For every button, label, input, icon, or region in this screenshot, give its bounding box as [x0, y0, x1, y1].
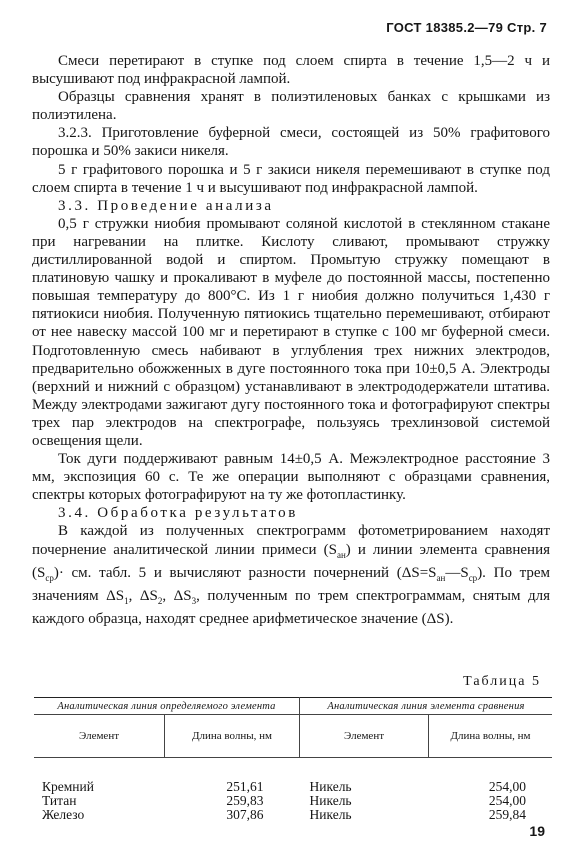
paragraph: 5 г графитового порошка и 5 г закиси никеля перемешивают в ступке под слоем спирта в течение 1 ч и высушивают под инфракрасной лампой.	[32, 161, 550, 196]
cell-wavelength: 307,86	[226, 807, 264, 822]
col-header-ref-wavelength: Длина волны, нм	[429, 715, 553, 758]
group-header-reference: Аналитическая линия элемента сравнения	[300, 698, 553, 715]
cell-ref-wavelength: 254,00	[488, 793, 526, 808]
section-heading: 3.3. Проведение анализа	[58, 197, 274, 214]
table-caption: Таблица 5	[463, 674, 541, 689]
running-header: ГОСТ 18385.2—79 Стр. 7	[386, 20, 547, 35]
cell-ref-element: Никель	[309, 779, 352, 794]
paragraph: 0,5 г стружки ниобия промывают соляной кислотой в стеклянном стакане при нагревании на плитке. Кислоту сливают, промывают стружку дистиллированной водой и спиртом. Промытую стружку помещают в платиновую чашку и прокаливают в муфеле до постоянной массы, постепенно повышая температуру до 800°С. Из 1 г ниобия должно получиться 1,430 г пятиокиси ниобия. Полученную пятиокись тщательно перемешивают, отбирают от нее навеску массой 100 мг и перетирают в ступке с 100 мг буферной смеси. Подготовленную смесь набивают в углубления трех нижних электродов, предварительно обожженных в дуге постоянного тока при 10±0,5 А. Электроды (верхний и нижний с образцом) устанавливают в электрододержатели штатива. Между электродами зажигают дугу постоянного тока и фотографируют спектры трех пар электродов на спектрографе, пользуясь трехлинзовой системой освещения щели.	[32, 215, 550, 449]
group-header-analyte: Аналитическая линия определяемого элемента	[34, 698, 300, 715]
document-body	[32, 52, 550, 628]
cell-element: Титан	[42, 793, 77, 808]
cell-ref-wavelength: 259,84	[488, 807, 526, 822]
cell-ref-element: Никель	[309, 807, 352, 822]
cell-ref-element: Никель	[309, 793, 352, 808]
table-row	[34, 758, 552, 795]
table-row	[34, 808, 552, 822]
cell-ref-wavelength: 254,00	[488, 779, 526, 794]
table-row	[34, 794, 552, 808]
cell-wavelength: 251,61	[226, 779, 264, 794]
paragraph-results: В каждой из полученных спектрограмм фотометрированием находят почернение аналитической линии примеси $(S_{ан})$ и линии элемента сравнения $(S_{ср})\cdot$ см. табл. 5 и вычисляют разности почернений $(\Delta S=S_{ан}—S_{ср})$. По трем значениям $\Delta S_1$, $\Delta S_2$, $\Delta S_3$, полученным по трем спектрограммам, снятым для каждого образца, находят среднее арифметическое значение (ΔS).	[32, 523, 551, 627]
col-header-ref-element: Элемент	[300, 715, 429, 758]
cell-element: Железо	[42, 807, 85, 822]
paragraph: 3.2.3. Приготовление буферной смеси, состоящей из 50% графитового порошка и 50% закиси никеля.	[32, 125, 550, 160]
paragraph: Ток дуги поддерживают равным 14±0,5 А. Межэлектродное расстояние 3 мм, экспозиция 60 с. Те же операции выполняют с образцами сравнения, спектры которых фотографируют на ту же фотопластинку.	[32, 451, 550, 504]
page-number: 19	[529, 823, 545, 839]
cell-wavelength: 259,83	[226, 793, 264, 808]
paragraph: Смеси перетирают в ступке под слоем спирта в течение 1,5—2 ч и высушивают под инфракрасной лампой.	[32, 53, 550, 88]
wavelength-table	[34, 697, 552, 822]
col-header-element: Элемент	[34, 715, 165, 758]
col-header-wavelength: Длина волны, нм	[165, 715, 300, 758]
section-heading: 3.4. Обработка результатов	[58, 505, 298, 522]
paragraph: Образцы сравнения хранят в полиэтиленовых банках с крышками из полиэтилена.	[32, 89, 550, 124]
cell-element: Кремний	[42, 779, 94, 794]
